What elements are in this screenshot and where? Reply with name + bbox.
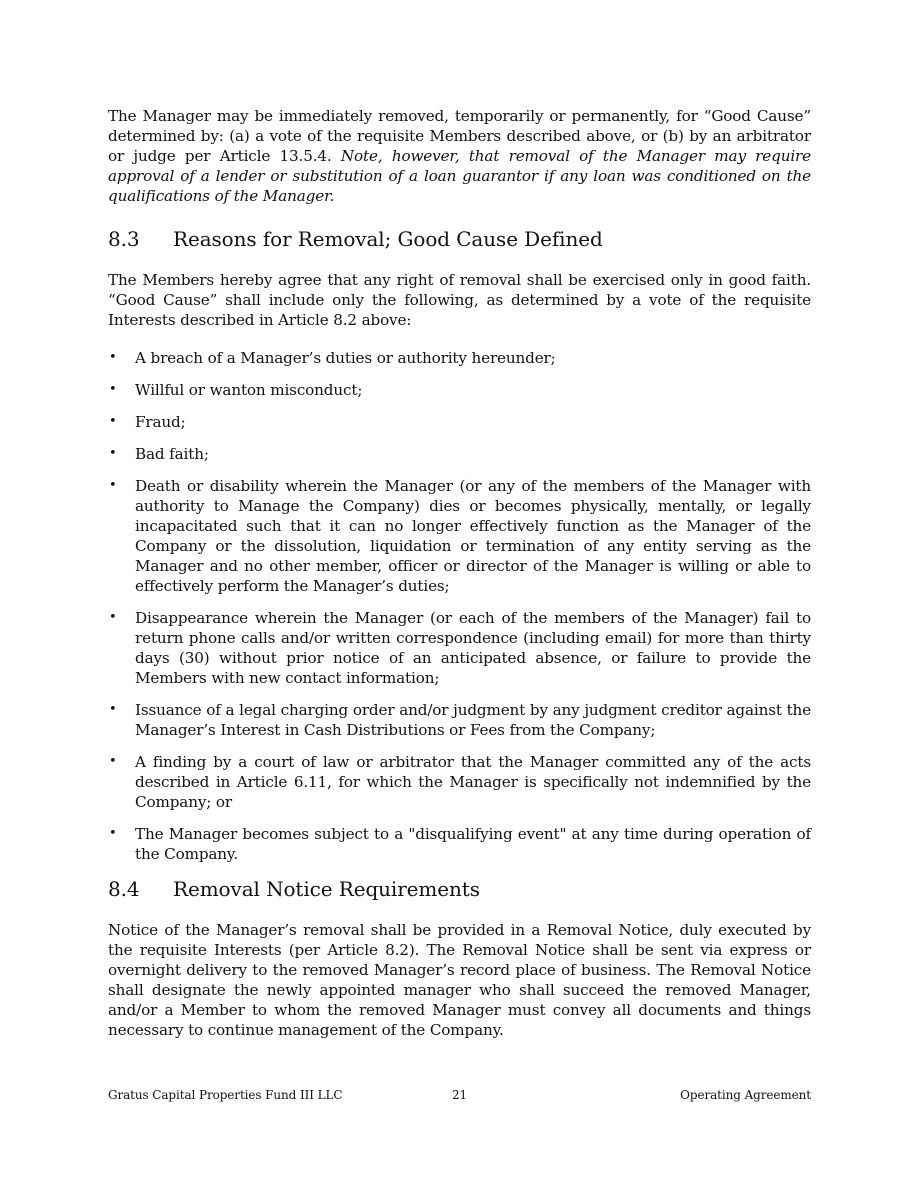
section-title: Reasons for Removal; Good Cause Defined (173, 227, 603, 251)
list-item-text: Issuance of a legal charging order and/or judgment by any judgment creditor against the Manager’s Interest in Cash Distributions or Fees from the Company; (135, 701, 811, 739)
bullet-icon: • (109, 350, 117, 365)
bullet-icon: • (109, 826, 117, 841)
list-item-text: A finding by a court of law or arbitrator that the Manager committed any of the acts described in Article 6.11, for which the Manager is specifically not indemnified by the Company; or (135, 753, 811, 811)
footer-document-title: Operating Agreement (680, 1088, 811, 1102)
section-8-4-body: Notice of the Manager’s removal shall be provided in a Removal Notice, duly executed by the requisite Interests (per Article 8.2). The Removal Notice shall be sent via express or overnight delivery to the removed Manager’s record place of business. The Removal Notice shall designate the newly appointed manager who shall succeed the removed Manager, and/or a Member to whom the removed Manager must convey all documents and things necessary to continue management of the Company. (108, 921, 811, 1039)
page-footer (108, 1087, 811, 1103)
list-item (108, 608, 811, 688)
bullet-icon: • (109, 414, 117, 429)
list-item-text: Bad faith; (135, 445, 209, 463)
list-item (108, 380, 811, 400)
list-item (108, 700, 811, 740)
section-8-3-heading (108, 226, 811, 252)
section-8-3-body: The Members hereby agree that any right of removal shall be exercised only in good faith. “Good Cause” shall include only the following, as determined by a vote of the requisite Interests described in Article 8.2 above: (108, 271, 811, 329)
list-item-text: Death or disability wherein the Manager (or any of the members of the Manager with authority to Manage the Company) dies or becomes physically, mentally, or legally incapacitated such that it can no longer effectively function as the Manager of the Company or the dissolution, liquidation or termination of any entity serving as the Manager and no other member, officer or director of the Manager is willing or able to effectively perform the Manager’s duties; (135, 477, 811, 595)
bullet-icon: • (109, 610, 117, 625)
footer-entity-name: Gratus Capital Properties Fund III LLC (108, 1088, 343, 1102)
section-title: Removal Notice Requirements (173, 877, 480, 901)
section-number: 8.4 (108, 877, 140, 901)
list-item (108, 412, 811, 432)
bullet-icon: • (109, 478, 117, 493)
list-item-text: The Manager becomes subject to a "disqualifying event" at any time during operation of the Company. (135, 825, 811, 863)
section-number: 8.3 (108, 227, 140, 251)
list-item (108, 824, 811, 864)
intro-italic-note: Note, however, that removal of the Manager may require approval of a lender or substitution of a loan guarantor if any loan was conditioned on the qualifications of the Manager. (108, 147, 812, 205)
list-item-text: Willful or wanton misconduct; (135, 381, 363, 399)
bullet-icon: • (109, 382, 117, 397)
section-8-4-heading (108, 876, 811, 902)
list-item-text: A breach of a Manager’s duties or authority hereunder; (135, 349, 556, 367)
page-number: 21 (452, 1088, 468, 1102)
document-page (108, 106, 811, 1040)
good-cause-list (108, 348, 811, 864)
intro-paragraph (108, 106, 811, 206)
intro-text: The Manager may be immediately removed, temporarily or permanently, for “Good Cause” determined by: (a) a vote of the requisite Members described above, or (b) by an arbitrator or judge per Article 13.5.4. (108, 107, 811, 165)
bullet-icon: • (109, 754, 117, 769)
list-item-text: Fraud; (135, 413, 186, 431)
list-item (108, 476, 811, 596)
list-item (108, 444, 811, 464)
list-item (108, 752, 811, 812)
list-item (108, 348, 811, 368)
list-item-text: Disappearance wherein the Manager (or each of the members of the Manager) fail to return phone calls and/or written correspondence (including email) for more than thirty days (30) without prior notice of an anticipated absence, or failure to provide the Members with new contact information; (135, 609, 811, 687)
bullet-icon: • (109, 446, 117, 461)
bullet-icon: • (109, 702, 117, 717)
